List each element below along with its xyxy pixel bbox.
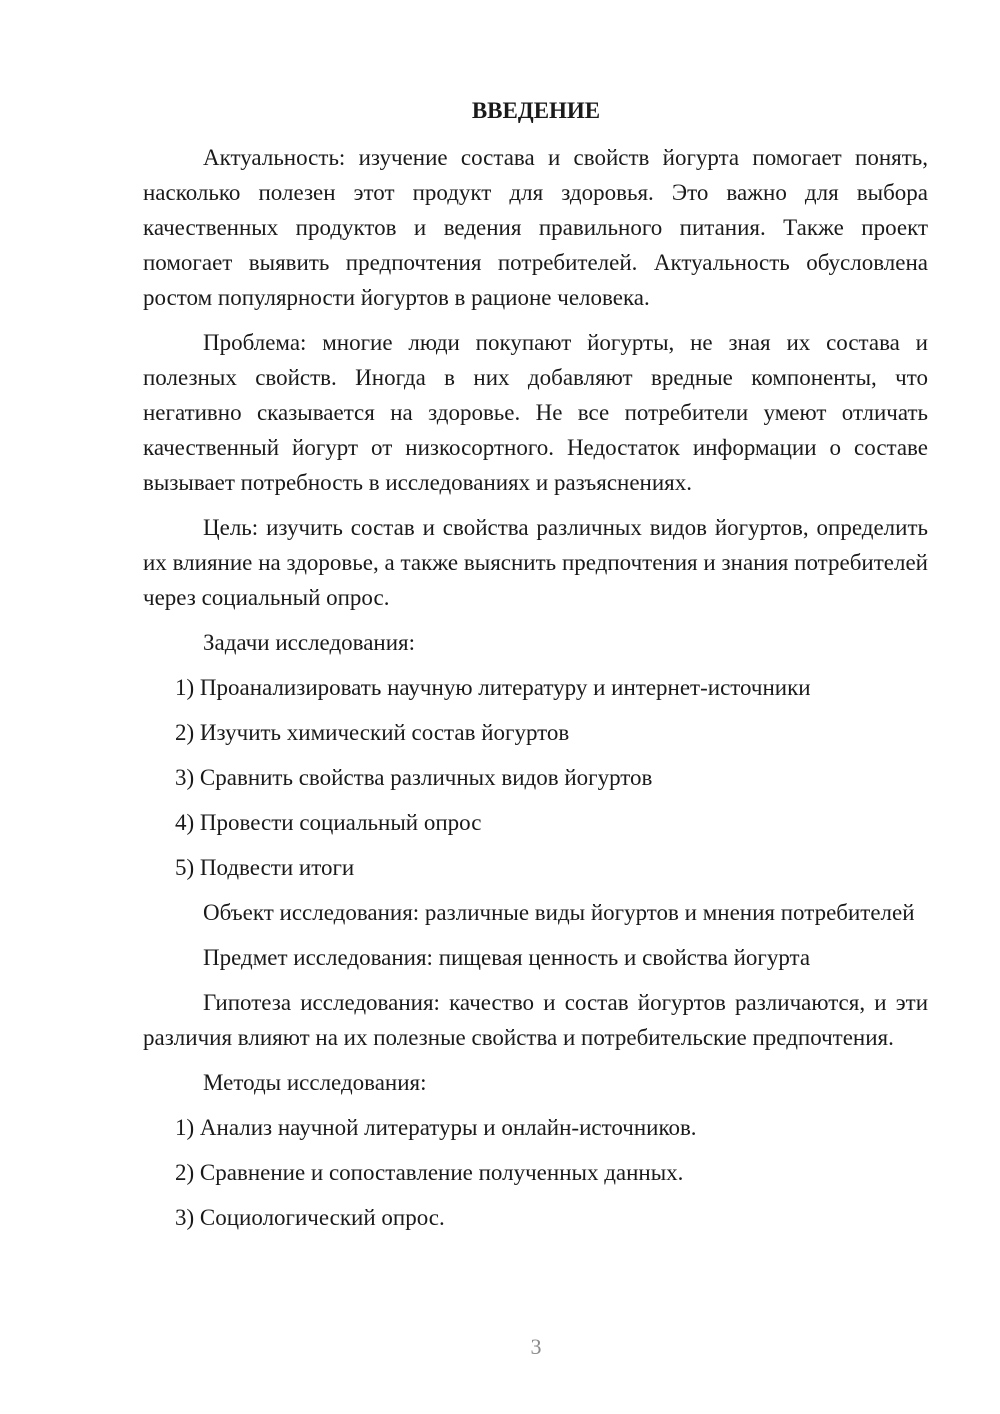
task-item: 3) Сравнить свойства различных видов йогуртов: [175, 765, 653, 790]
task-item: 2) Изучить химический состав йогуртов: [175, 720, 570, 745]
task-item: 5) Подвести итоги: [175, 855, 355, 880]
hypothesis-paragraph: Гипотеза исследования: качество и состав йогуртов различаются, и эти различия влияют на их полезные свойства и потребительские предпочтения.: [143, 990, 928, 1050]
method-item: 1) Анализ научной литературы и онлайн-источников.: [175, 1115, 697, 1140]
tasks-title: Задачи исследования:: [203, 630, 416, 655]
relevance-paragraph: Актуальность: изучение состава и свойств йогурта помогает понять, насколько полезен этот продукт для здоровья. Это важно для выбора качественных продуктов и ведения правильного питания. Также проект помогает выявить предпочтения потребителей. Актуальность обусловлена ростом популярности йогуртов в рационе человека.: [143, 145, 928, 310]
goal-paragraph: Цель: изучить состав и свойства различных видов йогуртов, определить их влияние на здоровье, а также выяснить предпочтения и знания потребителей через социальный опрос.: [143, 515, 928, 610]
method-item: 2) Сравнение и сопоставление полученных данных.: [175, 1160, 684, 1185]
methods-list: [143, 1110, 928, 1235]
document-body: [143, 140, 928, 1245]
tasks-list: [143, 670, 928, 885]
task-item: 1) Проанализировать научную литературу и интернет-источники: [175, 675, 811, 700]
object-paragraph: Объект исследования: различные виды йогуртов и мнения потребителей: [203, 900, 915, 925]
method-item: 3) Социологический опрос.: [175, 1205, 445, 1230]
problem-paragraph: Проблема: многие люди покупают йогурты, не зная их состава и полезных свойств. Иногда в них добавляют вредные компоненты, что негативно сказывается на здоровье. Не все потребители умеют отличать качественный йогурт от низкосортного. Недостаток информации о составе вызывает потребность в исследованиях и разъяснениях.: [143, 330, 928, 495]
task-item: 4) Провести социальный опрос: [175, 810, 482, 835]
methods-title: Методы исследования:: [203, 1070, 427, 1095]
subject-paragraph: Предмет исследования: пищевая ценность и свойства йогурта: [203, 945, 811, 970]
page-number: 3: [530, 1334, 542, 1359]
page-title: ВВЕДЕНИЕ: [471, 98, 601, 123]
